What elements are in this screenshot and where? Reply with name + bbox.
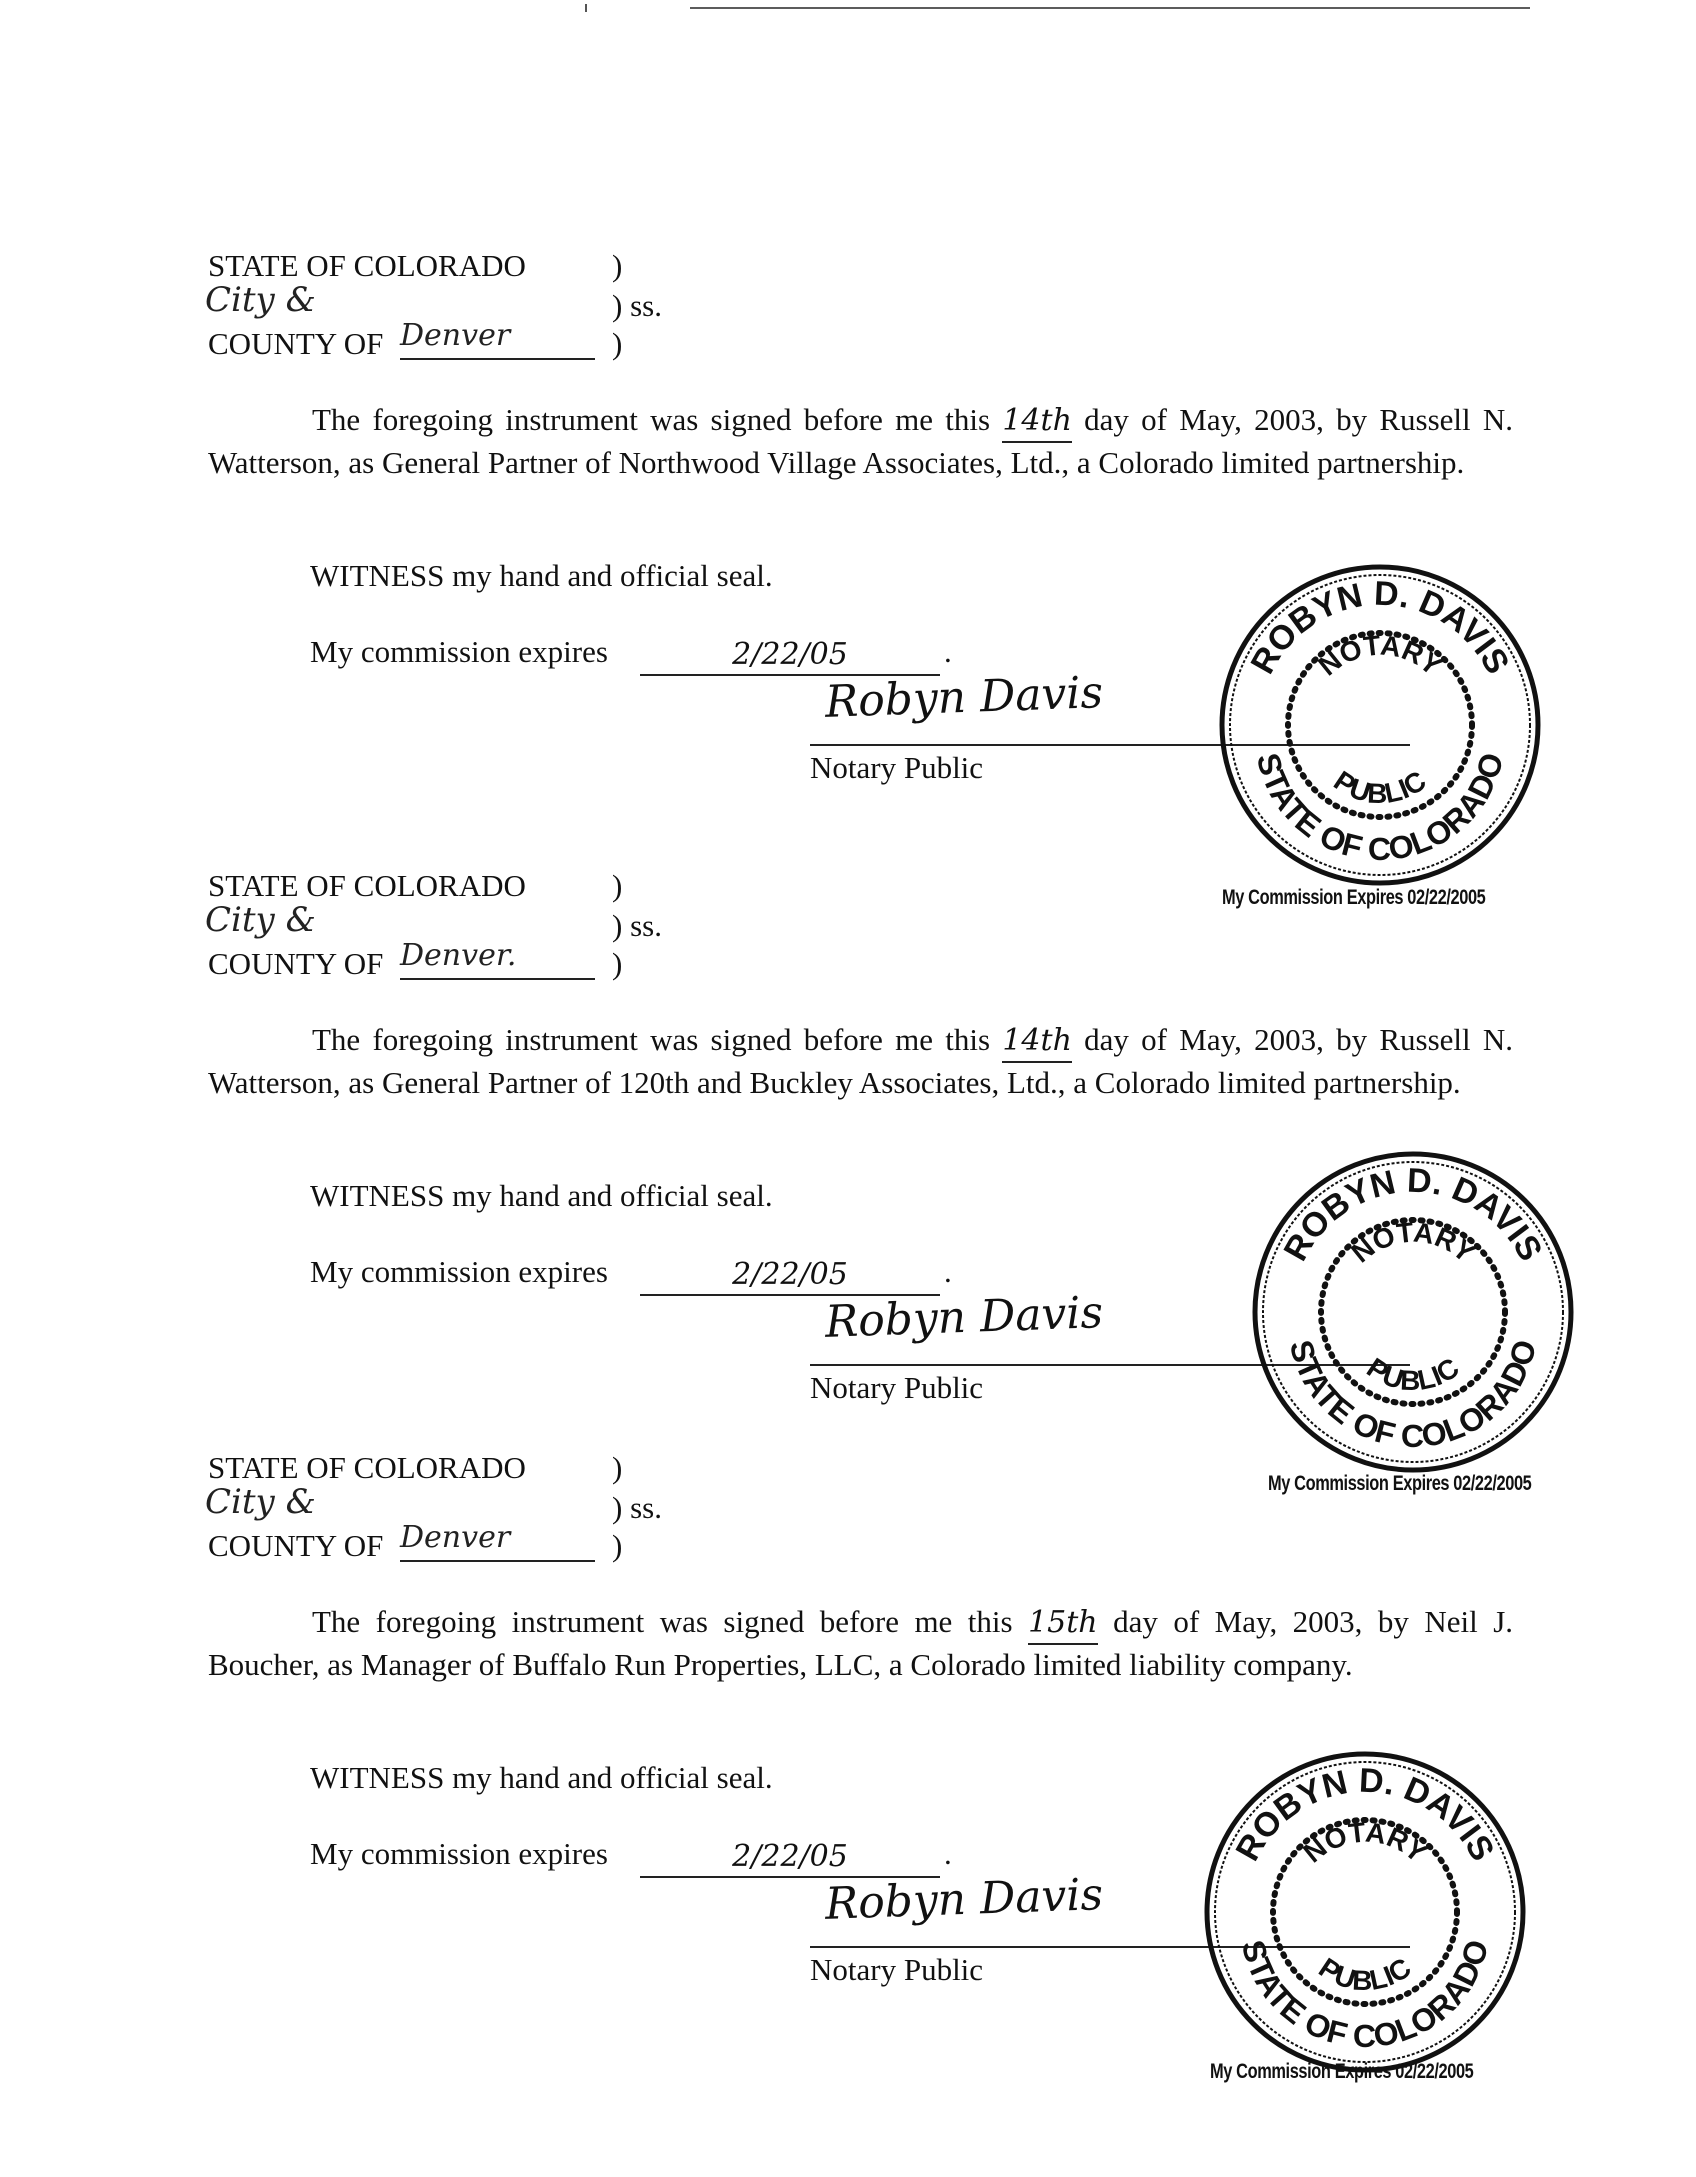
state-heading: STATE OF COLORADO — [208, 248, 526, 283]
day-handwritten: 14th — [1002, 1021, 1072, 1063]
notary-public-label: Notary Public — [810, 750, 984, 785]
city-handwritten: City & — [205, 900, 316, 940]
county-label: COUNTY OF — [208, 326, 384, 361]
county-label: COUNTY OF — [208, 946, 384, 981]
seal-name: ROBYN D. DAVIS — [1228, 1761, 1502, 1868]
city-handwritten: City & — [205, 280, 316, 320]
seal-name: ROBYN D. DAVIS — [1243, 574, 1517, 681]
sentence-end: day of May, 2003, by Russell N. Watterson, as General Partner of Northwood Village Associates, Ltd., a Colorado limited partnership. — [208, 402, 1514, 480]
ss-label: ) ss. — [612, 288, 662, 323]
city-handwritten: City & — [205, 1482, 316, 1522]
bracket: ) — [612, 946, 623, 981]
ss-label: ) ss. — [612, 1490, 662, 1525]
commission-label: My commission expires — [310, 1254, 608, 1289]
county-handwritten: Denver. — [400, 938, 595, 980]
witness-text: WITNESS my hand and official seal. — [310, 558, 773, 593]
notary-signature: Robyn Davis — [824, 1869, 1104, 1930]
period: . — [944, 634, 952, 669]
notary-signature: Robyn Davis — [824, 1287, 1104, 1348]
acknowledgment-block-3 — [0, 1202, 1696, 2083]
seal-state: STATE OF COLORADO — [1234, 1935, 1496, 2055]
bracket: ) — [612, 868, 623, 903]
period: . — [944, 1254, 952, 1289]
day-handwritten: 14th — [1002, 401, 1072, 443]
acknowledgment-paragraph — [208, 1020, 1513, 1103]
sentence-end: day of May, 2003, by Russell N. Watterson, as General Partner of 120th and Buckley Associates, Ltd., a Colorado limited partnership. — [208, 1022, 1514, 1100]
seal-public: PUBLIC — [1328, 764, 1432, 810]
state-heading: STATE OF COLORADO — [208, 1450, 526, 1485]
seal-state: STATE OF COLORADO — [1282, 1335, 1544, 1455]
seal-public: PUBLIC — [1313, 1951, 1417, 1997]
seal-state: STATE OF COLORADO — [1249, 748, 1511, 868]
acknowledgment-block-1 — [0, 0, 1696, 909]
seal-expiration: My Commission Expires 02/22/2005 — [1210, 2060, 1474, 2083]
seal-name: ROBYN D. DAVIS — [1276, 1161, 1550, 1268]
seal-notary: NOTARY — [1297, 1816, 1433, 1869]
bracket: ) — [612, 1528, 623, 1563]
notary-signature: Robyn Davis — [824, 667, 1104, 728]
ss-label: ) ss. — [612, 908, 662, 943]
bracket: ) — [612, 1450, 623, 1485]
bracket: ) — [612, 248, 623, 283]
seal-notary: NOTARY — [1345, 1216, 1481, 1269]
county-handwritten: Denver — [400, 318, 595, 360]
sentence-start: The foregoing instrument was signed before me this — [312, 402, 991, 437]
svg-text:ROBYN D. DAVIS — [1229, 1762, 1502, 1868]
notary-seal-icon — [1200, 1747, 1530, 2077]
bracket: ) — [612, 326, 623, 361]
svg-text:PUBLIC — [1313, 1952, 1416, 1997]
notary-public-label: Notary Public — [810, 1952, 984, 1987]
commission-label: My commission expires — [310, 1836, 608, 1871]
witness-text: WITNESS my hand and official seal. — [310, 1760, 773, 1795]
sentence-start: The foregoing instrument was signed before me this — [312, 1604, 1013, 1639]
notary-public-label: Notary Public — [810, 1370, 984, 1405]
acknowledgment-block-2 — [0, 620, 1696, 1495]
seal-expiration: My Commission Expires 02/22/2005 — [1268, 1472, 1532, 1495]
witness-text: WITNESS my hand and official seal. — [310, 1178, 773, 1213]
county-handwritten: Denver — [400, 1520, 595, 1562]
commission-date-handwritten: 2/22/05 — [640, 1840, 940, 1878]
acknowledgment-paragraph — [208, 1602, 1513, 1685]
state-heading: STATE OF COLORADO — [208, 868, 526, 903]
seal-public: PUBLIC — [1361, 1351, 1465, 1397]
svg-text:NOTARY — [1297, 1817, 1432, 1869]
acknowledgment-paragraph — [208, 400, 1513, 483]
commission-date-handwritten: 2/22/05 — [640, 1258, 940, 1296]
sentence-start: The foregoing instrument was signed before me this — [312, 1022, 991, 1057]
seal-notary: NOTARY — [1312, 629, 1448, 682]
period: . — [944, 1836, 952, 1871]
day-handwritten: 15th — [1028, 1603, 1098, 1645]
commission-label: My commission expires — [310, 634, 608, 669]
county-label: COUNTY OF — [208, 1528, 384, 1563]
commission-date-handwritten: 2/22/05 — [640, 638, 940, 676]
seal-expiration: My Commission Expires 02/22/2005 — [1222, 886, 1486, 909]
sentence-end: day of May, 2003, by Neil J. Boucher, as Manager of Buffalo Run Properties, LLC, a Colorado limited liability company. — [208, 1604, 1514, 1682]
